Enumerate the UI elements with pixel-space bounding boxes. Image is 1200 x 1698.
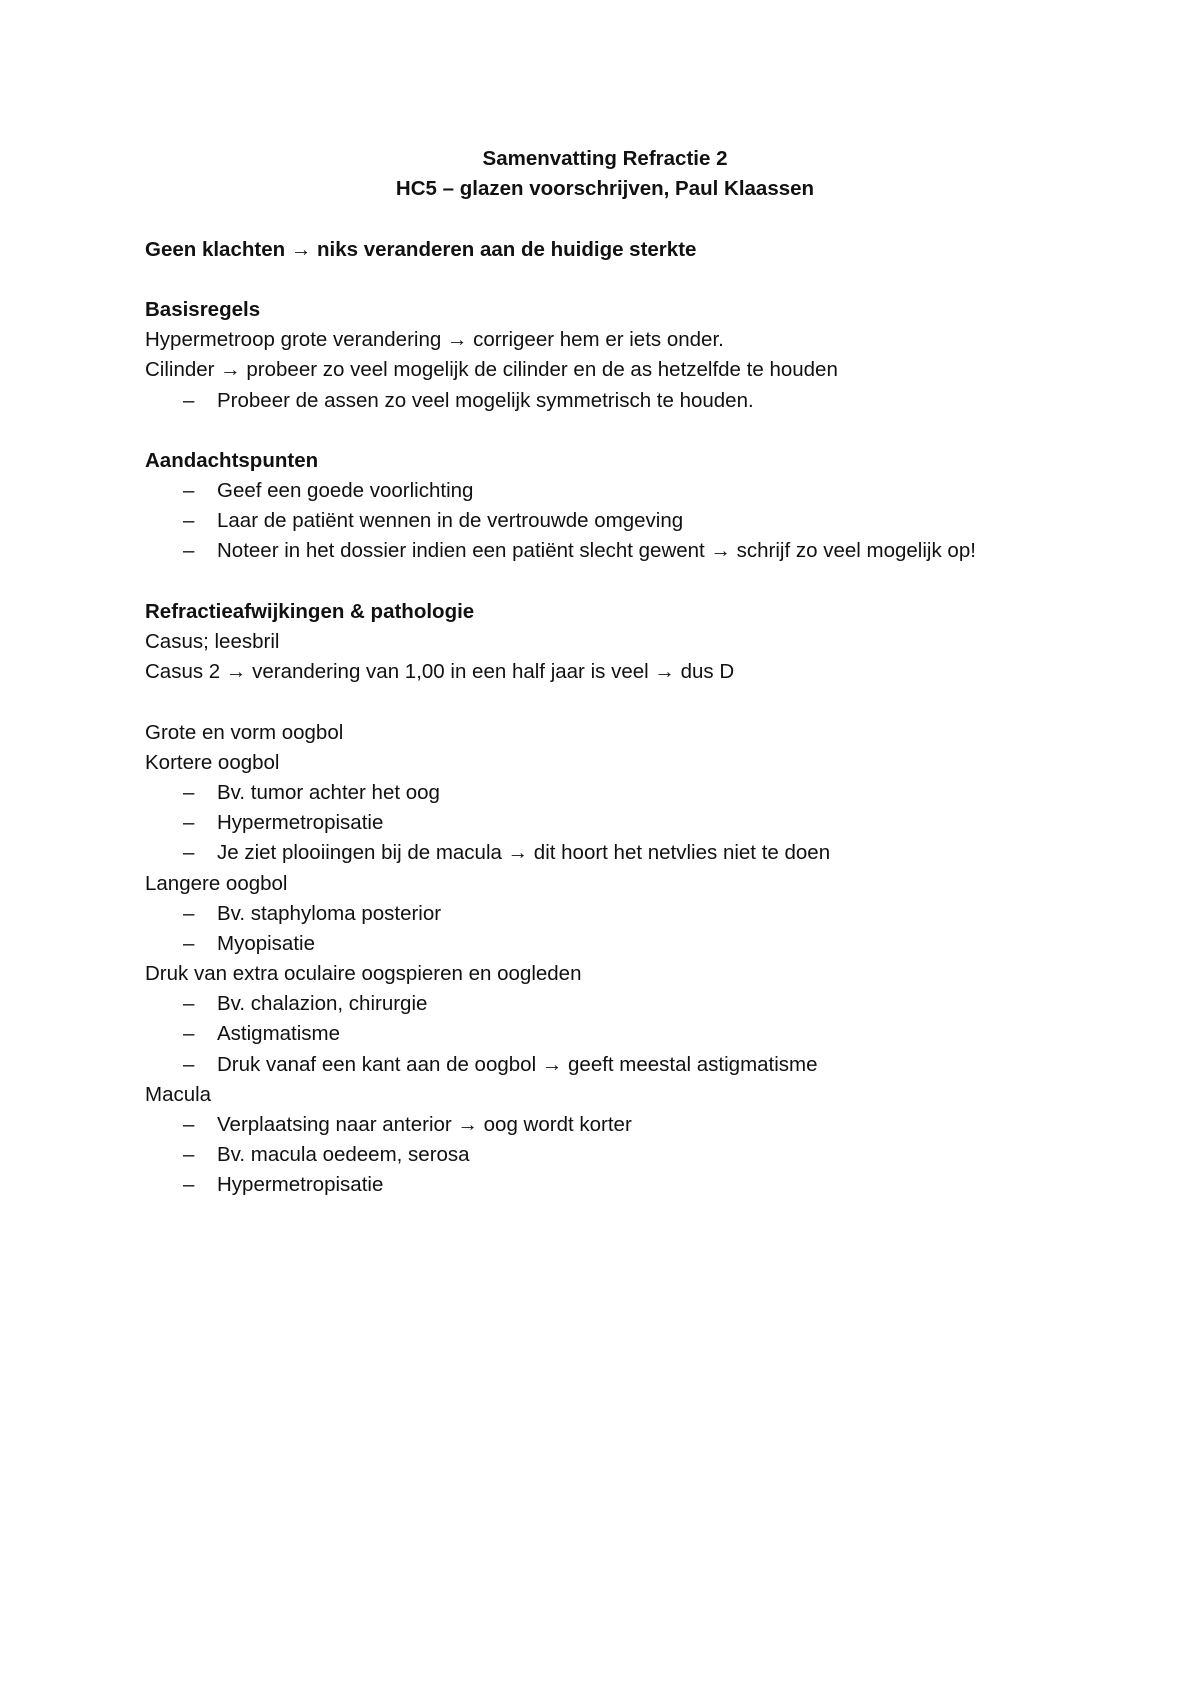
- macula-label: Macula: [145, 1082, 212, 1106]
- basisregels-line: Cilinder → probeer zo veel mogelijk de cilinder en de as hetzelfde te houden: [145, 358, 838, 382]
- refractie-heading: Refractieafwijkingen & pathologie: [145, 599, 475, 623]
- spacer: [145, 265, 1085, 295]
- list-item-text: Druk vanaf een kant aan de oogbol → geeft meestal astigmatisme: [217, 1052, 818, 1076]
- dash-bullet: –: [183, 1022, 195, 1046]
- list-item: [145, 808, 1085, 838]
- list-item: [145, 899, 1085, 929]
- list-item-text: Bv. chalazion, chirurgie: [217, 992, 428, 1016]
- dash-bullet: –: [183, 841, 195, 865]
- list-item: [145, 1050, 1085, 1080]
- refractie-line: Casus 2 → verandering van 1,00 in een half jaar is veel → dus D: [145, 660, 735, 684]
- list-item: [145, 536, 1085, 566]
- dash-bullet: –: [183, 509, 195, 533]
- list-item: [145, 506, 1085, 536]
- kortere-oogbol-label: Kortere oogbol: [145, 750, 280, 774]
- dash-bullet: –: [183, 811, 195, 835]
- list-item: [145, 1170, 1085, 1200]
- dash-bullet: –: [183, 1143, 195, 1167]
- refractie-line: Casus; leesbril: [145, 630, 280, 653]
- list-item-text: Je ziet plooiingen bij de macula → dit hoort het netvlies niet te doen: [217, 841, 831, 865]
- list-item: [145, 929, 1085, 959]
- dash-bullet: –: [183, 992, 195, 1016]
- document-content: [145, 144, 1085, 1201]
- list-item-text: Hypermetropisatie: [217, 811, 384, 835]
- list-item-text: Geef een goede voorlichting: [217, 479, 474, 503]
- list-item-text: Myopisatie: [217, 931, 315, 955]
- list-item-text: Bv. tumor achter het oog: [217, 780, 440, 804]
- basisregels-heading: Basisregels: [145, 297, 261, 321]
- dash-bullet: –: [183, 1052, 195, 1076]
- document-subtitle: HC5 – glazen voorschrijven, Paul Klaassen: [395, 177, 815, 201]
- dash-bullet: –: [183, 1173, 195, 1197]
- list-item-text: Laar de patiënt wennen in de vertrouwde omgeving: [217, 509, 684, 533]
- spacer: [145, 567, 1085, 597]
- list-item-text: Hypermetropisatie: [217, 1173, 384, 1197]
- langere-oogbol-label: Langere oogbol: [145, 871, 288, 895]
- dash-bullet: –: [183, 539, 195, 563]
- list-item: [145, 476, 1085, 506]
- dash-bullet: –: [183, 479, 195, 503]
- spacer: [145, 687, 1085, 717]
- list-item: [145, 386, 1085, 416]
- list-item-text: Verplaatsing naar anterior → oog wordt korter: [217, 1113, 632, 1136]
- list-item: [145, 838, 1085, 868]
- list-item-text: Astigmatisme: [217, 1022, 341, 1046]
- list-item-text: Probeer de assen zo veel mogelijk symmetrisch te houden.: [217, 388, 754, 412]
- intro-line: Geen klachten → niks veranderen aan de huidige sterkte: [145, 237, 697, 261]
- document-title: Samenvatting Refractie 2: [482, 147, 728, 170]
- dash-bullet: –: [183, 780, 195, 804]
- list-item: [145, 778, 1085, 808]
- aandachtspunten-heading: Aandachtspunten: [145, 448, 319, 472]
- oogbol-heading: Grote en vorm oogbol: [145, 720, 344, 744]
- basisregels-line: Hypermetroop grote verandering → corrigeer hem er iets onder.: [145, 328, 724, 352]
- list-item: [145, 1019, 1085, 1049]
- dash-bullet: –: [183, 1113, 195, 1136]
- list-item: [145, 1110, 1085, 1140]
- list-item-text: Bv. staphyloma posterior: [217, 901, 442, 925]
- list-item-text: Bv. macula oedeem, serosa: [217, 1143, 470, 1167]
- spacer: [145, 204, 1085, 234]
- dash-bullet: –: [183, 901, 195, 925]
- dash-bullet: –: [183, 388, 195, 412]
- spacer: [145, 416, 1085, 446]
- dash-bullet: –: [183, 931, 195, 955]
- list-item: [145, 1140, 1085, 1170]
- list-item-text: Noteer in het dossier indien een patiënt slecht gewent → schrijf zo veel mogelijk op!: [217, 539, 976, 563]
- list-item: [145, 989, 1085, 1019]
- druk-label: Druk van extra oculaire oogspieren en oogleden: [145, 962, 582, 986]
